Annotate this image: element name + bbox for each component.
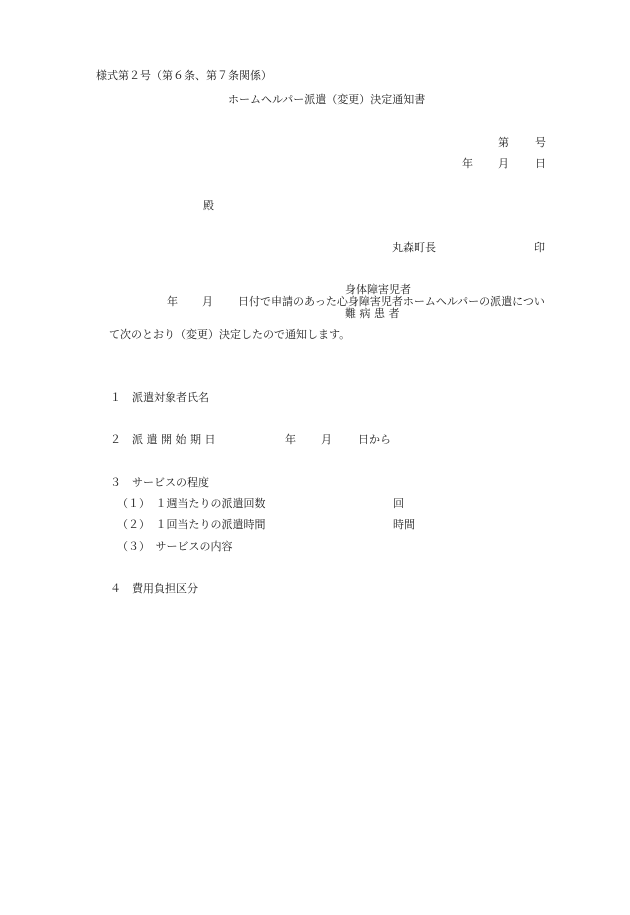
category-physical: 身体障害児者 xyxy=(345,283,411,296)
addressee-suffix: 殿 xyxy=(203,199,214,212)
item-3-sub-1: （１） １週当たりの派遣回数 xyxy=(117,497,266,510)
item-3-sub-2: （２） １回当たりの派遣時間 xyxy=(117,518,266,531)
item-2-month: 月 xyxy=(321,433,332,446)
item-3-sub-1-unit: 回 xyxy=(393,497,404,510)
date-month: 月 xyxy=(498,157,509,170)
item-2-year: 年 xyxy=(285,433,296,446)
application-year: 年 xyxy=(167,295,178,308)
date-day: 日 xyxy=(535,157,546,170)
item-3-sub-2-unit: 時間 xyxy=(393,518,415,531)
item-1: １ 派遣対象者氏名 xyxy=(110,391,209,404)
item-3: ３ サービスの程度 xyxy=(110,476,209,489)
item-2-day: 日から xyxy=(358,433,391,446)
doc-number-prefix: 第 xyxy=(498,136,509,149)
form-label: 様式第２号（第６条、第７条関係） xyxy=(96,69,272,82)
item-2-label: ２ 派 遣 開 始 期 日 xyxy=(110,433,216,446)
seal-mark: 印 xyxy=(534,241,545,254)
sender-name: 丸森町長 xyxy=(392,241,436,254)
item-3-sub-3: （３） サービスの内容 xyxy=(117,540,233,553)
item-4: ４ 費用負担区分 xyxy=(110,582,198,595)
doc-number-suffix: 号 xyxy=(535,136,546,149)
document-title: ホームヘルパー派遣（変更）決定通知書 xyxy=(228,93,426,106)
category-intractable: 難 病 患 者 xyxy=(345,307,400,320)
body-text: 日付で申請のあった心身障害児者ホームヘルパーの派遣につい xyxy=(238,295,545,308)
body-continuation: て次のとおり（変更）決定したので通知します。 xyxy=(109,328,351,341)
application-month: 月 xyxy=(202,295,213,308)
date-year: 年 xyxy=(462,157,473,170)
